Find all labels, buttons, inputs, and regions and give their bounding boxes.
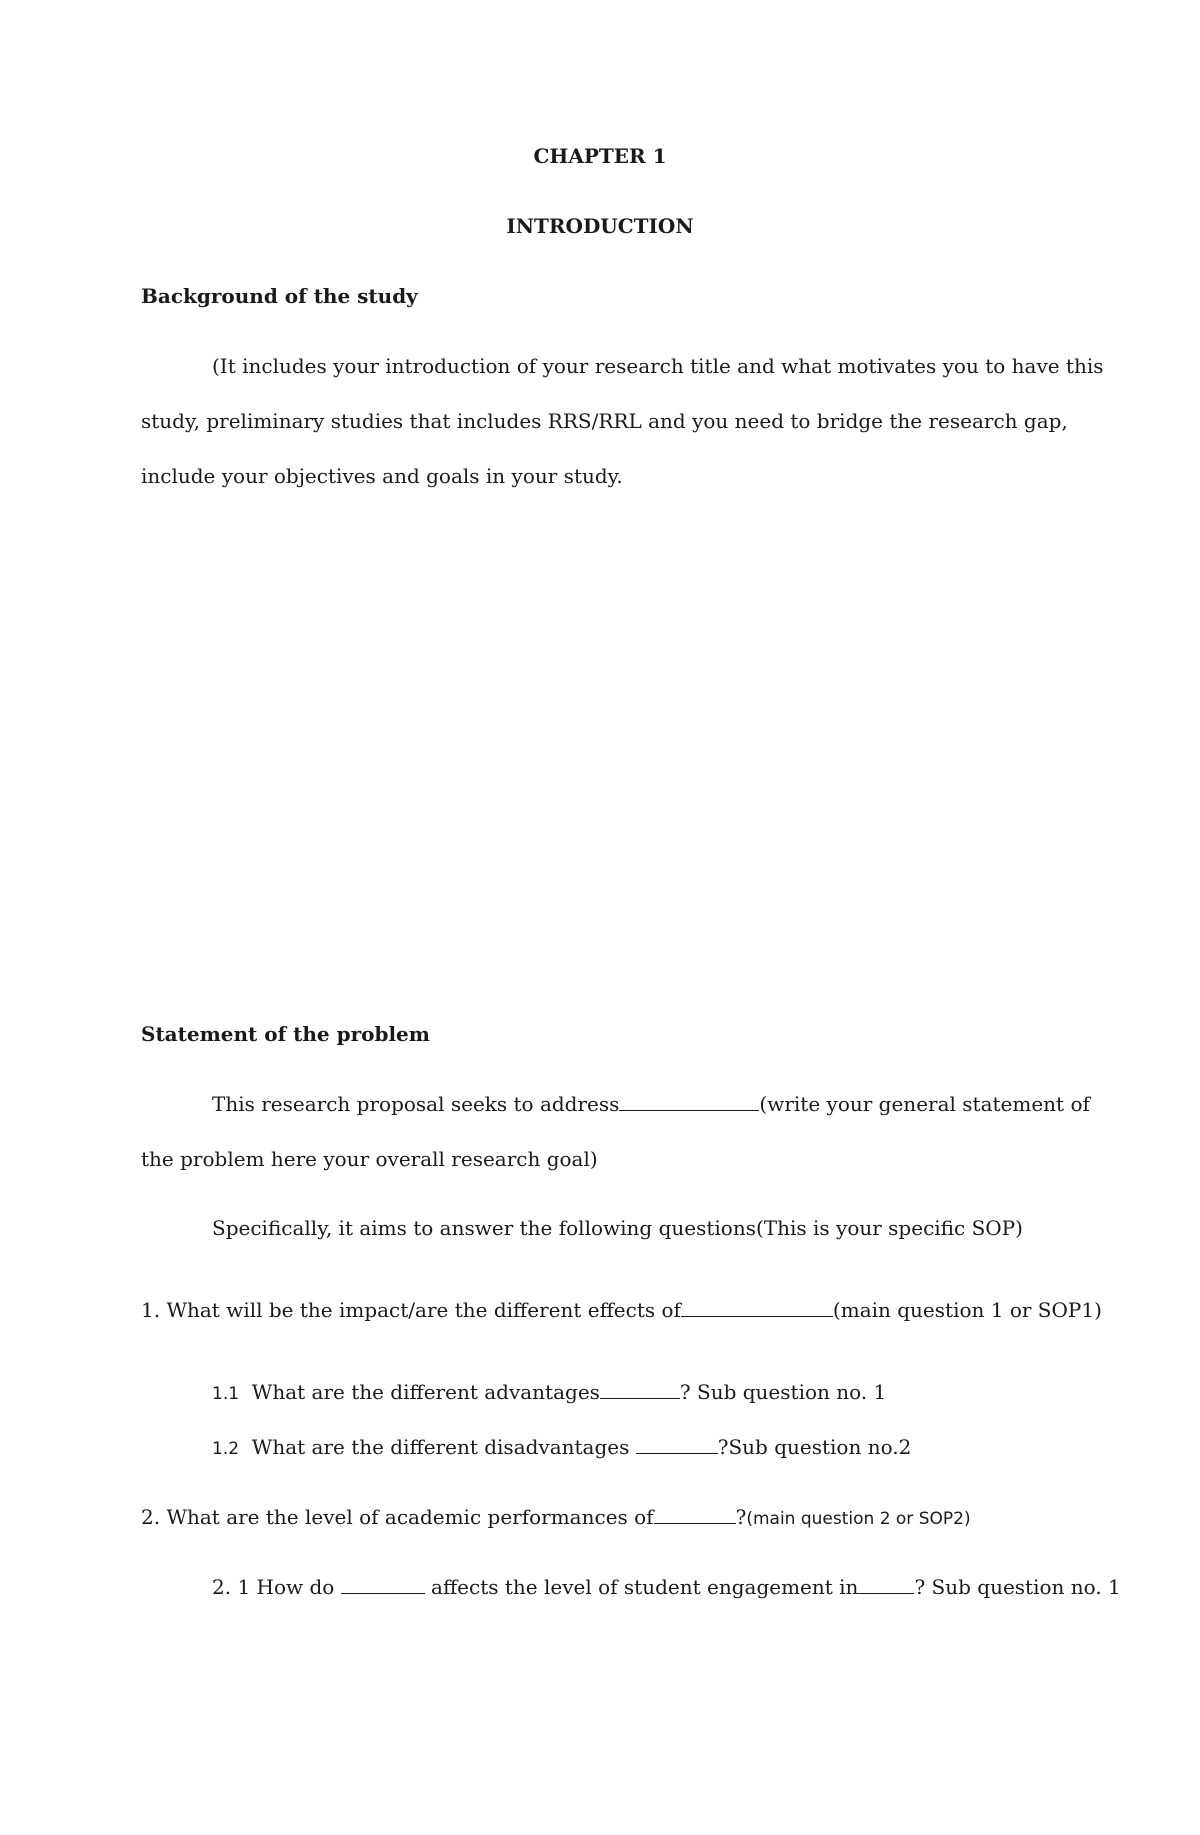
question-1-text-b: (main question 1 or SOP1) <box>832 1298 1102 1322</box>
fill-blank <box>341 1575 425 1594</box>
background-heading: Background of the study <box>141 284 418 308</box>
fill-blank <box>681 1298 833 1317</box>
question-1 <box>141 1298 1102 1322</box>
statement-para2: Specifically, it aims to answer the following questions(This is your specific SOP) <box>212 1216 1023 1240</box>
background-line-1: (It includes your introduction of your research title and what motivates you to have this <box>212 354 1104 378</box>
question-1-1 <box>212 1380 886 1406</box>
background-line-3: include your objectives and goals in your study. <box>141 464 623 488</box>
question-2 <box>141 1505 971 1531</box>
fill-blank <box>654 1505 736 1524</box>
statement-heading: Statement of the problem <box>141 1022 430 1046</box>
question-1-2-text-b: ?Sub question no.2 <box>717 1435 912 1459</box>
fill-blank <box>858 1575 914 1594</box>
fill-blank <box>619 1092 759 1111</box>
question-1-2 <box>212 1435 911 1461</box>
question-1-text-a: 1. What will be the impact/are the different effects of <box>141 1298 681 1322</box>
question-2-1 <box>212 1575 1121 1599</box>
question-2-1-text-a: 2. 1 How do <box>212 1575 335 1599</box>
question-1-1-text-b: ? Sub question no. 1 <box>679 1380 887 1404</box>
para1-text-a: This research proposal seeks to address <box>212 1092 620 1116</box>
background-line-2: study, preliminary studies that includes RRS/RRL and you need to bridge the research gap, <box>141 409 1068 433</box>
fill-blank <box>636 1435 718 1454</box>
fill-blank <box>600 1380 680 1399</box>
question-2-1-text-c: ? Sub question no. 1 <box>914 1575 1121 1599</box>
question-1-1-number: 1.1 <box>212 1384 240 1404</box>
question-1-2-text-a: What are the different disadvantages <box>251 1435 630 1459</box>
chapter-title: INTRODUCTION <box>506 214 694 238</box>
question-2-text-c: (main question 2 or SOP2) <box>746 1509 971 1529</box>
question-2-text-b: ? <box>735 1505 747 1529</box>
chapter-heading: CHAPTER 1 <box>533 144 667 168</box>
question-1-1-text-a: What are the different advantages <box>251 1380 600 1404</box>
question-2-text-a: 2. What are the level of academic performances of <box>141 1505 654 1529</box>
question-1-2-number: 1.2 <box>212 1439 240 1459</box>
para1-text-b: (write your general statement of <box>759 1092 1090 1116</box>
question-2-1-text-b: affects the level of student engagement in <box>431 1575 859 1599</box>
statement-para1-line2: the problem here your overall research goal) <box>141 1147 598 1171</box>
statement-para1-line1 <box>212 1092 1090 1116</box>
